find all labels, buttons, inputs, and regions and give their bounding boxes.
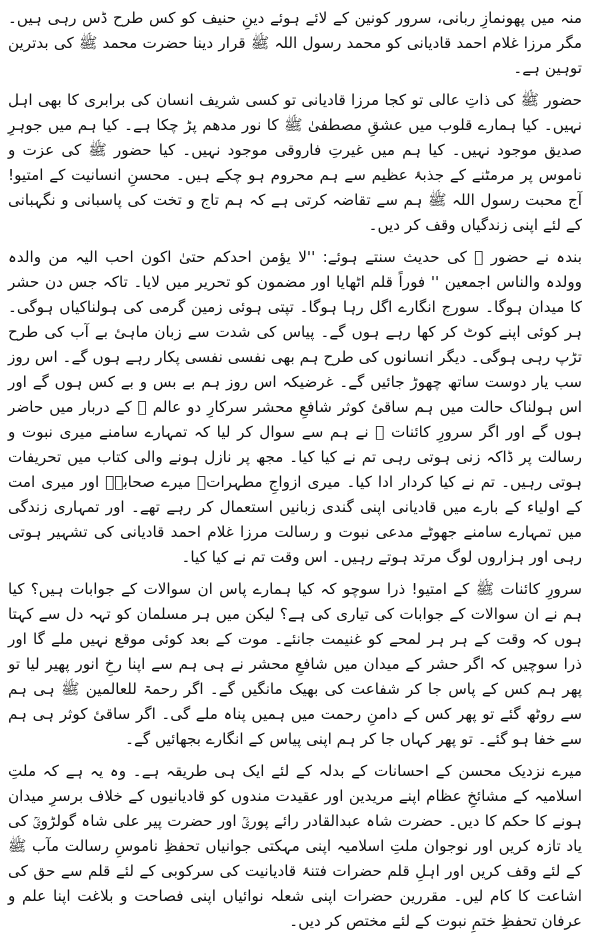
paragraph-1: منہ میں پھونمازِ ربانی، سرور کونین کے لائے ہوئے دینِ حنیف کو کس طرح ڈس رہی ہیں۔ مگر مرزا غلام احمد قادیانی کو محمد رسول اللہ ﷺ قرار دینا حضرت محمد ﷺ کی بدترین توہین ہے۔	[8, 9, 582, 77]
paragraph-4: سرورِ کائنات ﷺ کے امتیو! ذرا سوچو کہ کیا ہمارے پاس ان سوالات کے جوابات ہیں؟ کیا ہم نے ان سوالات کے جوابات کی تیاری کی ہے؟ لیکن میں ہر مسلمان کو تہہ دل سے کہتا ہوں کہ وقت کے ہر ہر لمحے کو غنیمت جانئے۔ موت کے بعد کوئی موقع نہیں ملے گا اور ذرا سوچیں کہ اگر حشر کے میدان میں شافعِ محشر نے ہی ہم سے اپنا رخِ انور پھیر لیا تو پھر ہم کس کے پاس جا کر شفاعت کی بھیک مانگیں گے۔ اگر رحمۃ للعالمین ﷺ ہی ہم سے روٹھ گئے تو پھر کس کے دامنِ رحمت میں ہمیں پناہ ملے گی۔ اگر ساقیٔ کوثر ہی ہم سے خفا ہو گئے۔ تو پھر کہاں جا کر ہم اپنی پیاس کے انگارے بجھائیں گے۔	[8, 580, 582, 748]
paragraph-3: بندہ نے حضور ﷺ کی حدیث سنتے ہوئے: ''لا یؤمن احدکم حتیٰ اکون احب الیہ من والدہ وولدہ والناس اجمعین '' فوراً قلم اٹھایا اور مضمون کو تحریر میں لایا۔ تاکہ جس دن حشر کا میدان ہوگا۔ سورج انگارے اگل رہا ہوگا۔ تپتی ہوئی زمین گرمی کی ہولناکیاں ہوگی۔ ہر کوئی اپنے کوٹ کر کھا رہے ہوں گے۔ پیاس کی شدت سے زبان ماہیٔ بے آب کی طرح تڑپ رہی ہوگی۔ دیگر انسانوں کی طرح ہم بھی نفسی نفسی پکار رہے ہوں گے۔ اس روز سب یار دوست ساتھ چھوڑ جائیں گے۔ غرضیکہ اس روز ہم بے بس و بے کس ہوں گے اور اس ہولناک حالت میں ہم ساقیٔ کوثر شافعِ محشر سرکارِ دو عالم ﷺ کے دربار میں حاضر ہوں گے اور اگر سرورِ کائنات ﷺ نے ہم سے سوال کر لیا کہ تمہارے سامنے میری نبوت و رسالت پر ڈاکہ زنی ہوتی رہی تم نے کیا کیا۔ مجھ پر نازل ہونے والی کتاب میں تحریفات ہوتی رہیں۔ تم نے کیا کردار ادا کیا۔ میری ازواجِ مطہراتؓ میرے صحابہؓ اور میری امت کے اولیاء کے بارے میں قادیانی اپنی گندی زبانیں استعمال کر رہے تھے۔ اور تمہاری زندگی میں تمہارے سامنے جھوٹے مدعی نبوت و رسالت مرزا غلام احمد قادیانی کی تشہیر ہوتی رہی اور ہزاروں لوگ مرتد ہوتے رہیں۔ اس وقت تم نے کیا کیا۔	[8, 248, 582, 566]
paragraph-5: میرے نزدیک محسن کے احسانات کے بدلہ کے لئے ایک ہی طریقہ ہے۔ وہ یہ ہے کہ ملتِ اسلامیہ کے مشائخِ عظام اپنے مریدین اور عقیدت مندوں کو قادیانیوں کے خلاف برسرِ میدان ہونے کا حکم کا دیں۔ حضرت شاہ عبدالقادر رائے پوریؒ اور حضرت پیر علی شاہ گولڑویؒ کی یاد تازہ کریں اور نوجوان ملتِ اسلامیہ اپنی مہکتی جوانیاں تحفظِ ناموسِ رسالت مآب ﷺ کے لئے وقف کریں اور اہلِ قلم حضرات فتنۂ قادیانیت کی سرکوبی کے لئے قلم سے حق کی اشاعت کا کام لیں۔ مقررین حضرات اپنی شعلہ نوائیاں اپنی فصاحت و بلاغت اپنا علم و عرفان تحفظِ ختمِ نبوت کے لئے مختص کر دیں۔	[8, 762, 582, 930]
paragraph-2: حضور ﷺ کی ذاتِ عالی تو کجا مرزا قادیانی تو کسی شریف انسان کی برابری کا بھی اہل نہیں۔ کیا ہمارے قلوب میں عشقِ مصطفیٰ ﷺ کا نور مدھم پڑ چکا ہے۔ کیا ہم میں جوہرِ صدیق موجود نہیں۔ کیا ہم میں غیرتِ فاروقی موجود نہیں۔ کیا حضور ﷺ کی عزت و ناموس پر مرمٹنے کے جذبۂ عظیم سے ہم محروم ہو چکے ہیں۔ محسنِ انسانیت کے امتیو! آج محبت رسول اللہ ﷺ ہم سے تقاضہ کرتی ہے کہ ہم تاج و تخت کی پاسبانی و نگہبانی کے لئے اپنی زندگیاں وقف کر دیں۔	[8, 91, 582, 234]
